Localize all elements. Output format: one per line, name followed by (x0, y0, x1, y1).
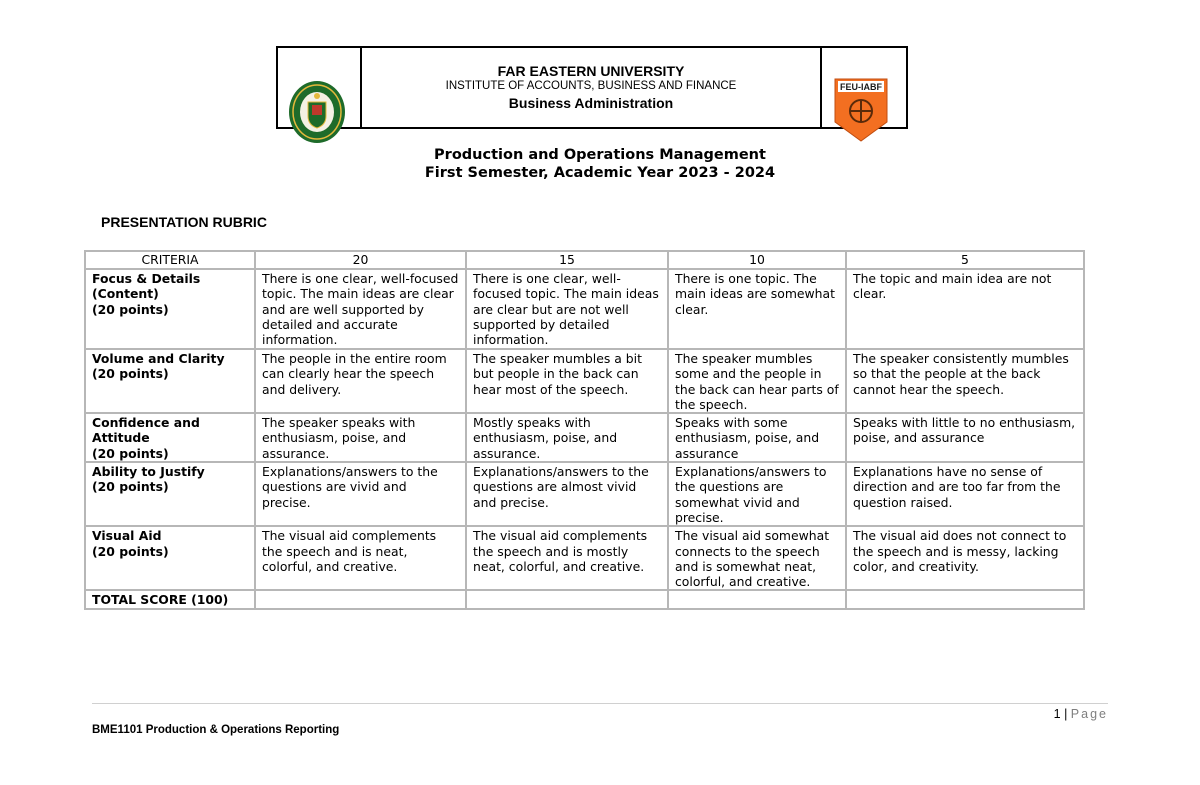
score-cell: The visual aid complements the speech and is mostly neat, colorful, and creative. (466, 526, 668, 590)
score-cell: The visual aid somewhat connects to the speech and is somewhat neat, colorful, and creative. (668, 526, 846, 590)
criteria-name: Focus & Details (92, 271, 201, 286)
criteria-points: (20 points) (92, 445, 169, 461)
criteria-points: (20 points) (92, 301, 169, 317)
shield-text: FEU-IABF (840, 82, 882, 92)
criteria-cell (85, 526, 255, 590)
score-cell: The speaker mumbles some and the people in the back can hear parts of the speech. (668, 349, 846, 413)
letterhead-text (362, 48, 820, 127)
header-criteria: CRITERIA (85, 251, 255, 269)
criteria-cell (85, 269, 255, 349)
university-name: FAR EASTERN UNIVERSITY (497, 62, 685, 79)
letterhead (276, 46, 908, 129)
left-logo-cell (278, 48, 362, 127)
score-cell: There is one topic. The main ideas are somewhat clear. (668, 269, 846, 349)
page-number-value: 1 (1053, 707, 1061, 721)
footer-course-code: BME1101 Production & Operations Reporting (92, 724, 340, 736)
criteria-name: Ability to Justify (92, 464, 205, 480)
score-cell: The speaker speaks with enthusiasm, poise, and assurance. (255, 413, 466, 462)
course-title: Production and Operations Management (434, 147, 766, 163)
criteria-sub: (Content) (92, 286, 159, 302)
header-15: 15 (466, 251, 668, 269)
score-cell: Speaks with some enthusiasm, poise, and assurance (668, 413, 846, 462)
score-cell: The visual aid does not connect to the speech and is messy, lacking color, and creativity. (846, 526, 1084, 590)
score-cell: There is one clear, well-focused topic. The main ideas are clear but are not well supported by detailed information. (466, 269, 668, 349)
score-cell: The speaker consistently mumbles so that the people at the back cannot hear the speech. (846, 349, 1084, 413)
header-10: 10 (668, 251, 846, 269)
score-cell: Speaks with little to no enthusiasm, poise, and assurance (846, 413, 1084, 462)
total-score-cell (466, 590, 668, 608)
criteria-cell (85, 349, 255, 413)
page-separator: | (1064, 707, 1068, 721)
institute-name: INSTITUTE OF ACCOUNTS, BUSINESS AND FINANCE (445, 79, 737, 92)
score-cell: Explanations/answers to the questions are somewhat vivid and precise. (668, 462, 846, 526)
criteria-cell (85, 413, 255, 462)
course-term: First Semester, Academic Year 2023 - 2024 (424, 165, 776, 181)
table-row (85, 413, 1084, 462)
table-header-row (85, 251, 1084, 269)
course-heading (0, 146, 1200, 182)
criteria-points: (20 points) (92, 479, 169, 495)
total-score-cell (255, 590, 466, 608)
total-score-cell (668, 590, 846, 608)
score-cell: Explanations/answers to the questions are almost vivid and precise. (466, 462, 668, 526)
department-name: Business Administration (508, 94, 674, 111)
criteria-name: Confidence and Attitude (92, 415, 200, 446)
total-score-cell (846, 590, 1084, 608)
criteria-name: Visual Aid (92, 528, 162, 544)
table-row (85, 462, 1084, 526)
criteria-name: Volume and Clarity (92, 351, 225, 366)
header-20: 20 (255, 251, 466, 269)
table-row (85, 349, 1084, 413)
table-row (85, 526, 1084, 590)
score-cell: The people in the entire room can clearly hear the speech and delivery. (255, 349, 466, 413)
criteria-points: (20 points) (92, 366, 169, 382)
page-number (1054, 707, 1108, 721)
total-score-label: TOTAL SCORE (100) (85, 590, 255, 608)
right-logo-cell (820, 48, 906, 127)
rubric-table (84, 250, 1085, 610)
rubric-title: PRESENTATION RUBRIC (101, 214, 267, 230)
total-score-row (85, 590, 1084, 608)
score-cell: There is one clear, well-focused topic. The main ideas are clear and are well supported by detailed and accurate information. (255, 269, 466, 349)
feu-seal-logo (288, 80, 346, 144)
score-cell: Explanations/answers to the questions are vivid and precise. (255, 462, 466, 526)
score-cell: The visual aid complements the speech and is neat, colorful, and creative. (255, 526, 466, 590)
criteria-cell (85, 462, 255, 526)
score-cell: Explanations have no sense of direction and are too far from the question raised. (846, 462, 1084, 526)
score-cell: The speaker mumbles a bit but people in the back can hear most of the speech. (466, 349, 668, 413)
criteria-points: (20 points) (92, 543, 169, 559)
table-row (85, 269, 1084, 349)
header-5: 5 (846, 251, 1084, 269)
score-cell: The topic and main idea are not clear. (846, 269, 1084, 349)
page-label: Page (1070, 707, 1108, 721)
footer-divider (92, 703, 1108, 704)
score-cell: Mostly speaks with enthusiasm, poise, and assurance. (466, 413, 668, 462)
feu-iabf-shield-logo (834, 78, 888, 142)
